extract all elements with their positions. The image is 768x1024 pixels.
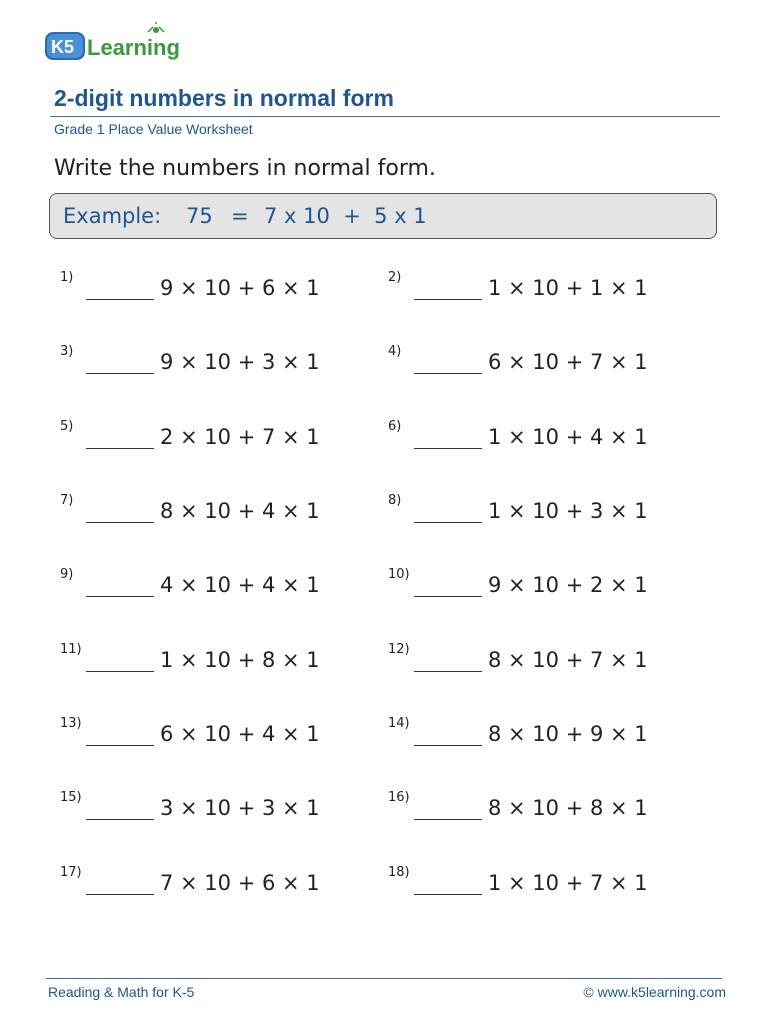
problem-expression: 1 × 10 + 3 × 1 <box>488 499 648 523</box>
problem-number: 3) <box>60 344 74 359</box>
problem-number: 6) <box>388 419 402 434</box>
problem-number: 1) <box>60 270 74 285</box>
problem-expression: 1 × 10 + 4 × 1 <box>488 425 648 449</box>
answer-blank[interactable] <box>414 819 482 820</box>
answer-blank[interactable] <box>86 894 154 895</box>
problem-number: 17) <box>60 865 82 880</box>
answer-blank[interactable] <box>86 522 154 523</box>
problem-expression: 9 × 10 + 6 × 1 <box>160 276 320 300</box>
problem-item <box>388 865 708 899</box>
problem-item <box>388 716 708 750</box>
answer-blank[interactable] <box>86 448 154 449</box>
answer-blank[interactable] <box>86 745 154 746</box>
svg-text:K5: K5 <box>51 37 75 57</box>
problem-item <box>60 270 380 304</box>
answer-blank[interactable] <box>414 299 482 300</box>
answer-blank[interactable] <box>86 299 154 300</box>
problem-expression: 8 × 10 + 7 × 1 <box>488 648 648 672</box>
problem-expression: 1 × 10 + 8 × 1 <box>160 648 320 672</box>
problem-item <box>60 716 380 750</box>
worksheet-title: 2-digit numbers in normal form <box>54 85 394 111</box>
problem-expression: 8 × 10 + 4 × 1 <box>160 499 320 523</box>
problem-number: 10) <box>388 567 410 582</box>
instruction-text: Write the numbers in normal form. <box>54 156 436 181</box>
answer-blank[interactable] <box>414 894 482 895</box>
answer-blank[interactable] <box>414 373 482 374</box>
answer-blank[interactable] <box>86 819 154 820</box>
answer-blank[interactable] <box>414 671 482 672</box>
problem-number: 7) <box>60 493 74 508</box>
problem-item <box>388 790 708 824</box>
problem-item <box>388 493 708 527</box>
problem-expression: 9 × 10 + 2 × 1 <box>488 573 648 597</box>
problem-item <box>388 642 708 676</box>
problem-number: 5) <box>60 419 74 434</box>
footer-tagline: Reading & Math for K-5 <box>48 984 195 1000</box>
problem-number: 2) <box>388 270 402 285</box>
problem-item <box>60 865 380 899</box>
answer-blank[interactable] <box>414 745 482 746</box>
answer-blank[interactable] <box>414 596 482 597</box>
problem-expression: 6 × 10 + 4 × 1 <box>160 722 320 746</box>
answer-blank[interactable] <box>414 448 482 449</box>
svg-text:Learning: Learning <box>87 35 180 60</box>
problem-expression: 7 × 10 + 6 × 1 <box>160 871 320 895</box>
footer-divider <box>46 978 722 979</box>
answer-blank[interactable] <box>414 522 482 523</box>
problem-item <box>60 642 380 676</box>
answer-blank[interactable] <box>86 671 154 672</box>
problem-number: 12) <box>388 642 410 657</box>
answer-blank[interactable] <box>86 596 154 597</box>
problem-item <box>60 790 380 824</box>
problem-expression: 8 × 10 + 8 × 1 <box>488 796 648 820</box>
worksheet-subtitle: Grade 1 Place Value Worksheet <box>54 121 253 137</box>
problem-expression: 3 × 10 + 3 × 1 <box>160 796 320 820</box>
problem-item <box>388 419 708 453</box>
problem-item <box>388 270 708 304</box>
problem-expression: 4 × 10 + 4 × 1 <box>160 573 320 597</box>
problem-item <box>60 344 380 378</box>
example-equals: = <box>231 204 249 228</box>
footer-website-link[interactable]: © www.k5learning.com <box>583 984 726 1000</box>
problem-number: 8) <box>388 493 402 508</box>
answer-blank[interactable] <box>86 373 154 374</box>
example-label: Example: <box>63 204 162 228</box>
example-value: 75 <box>186 204 213 228</box>
problem-expression: 9 × 10 + 3 × 1 <box>160 350 320 374</box>
example-expression: 7 x 10 + 5 x 1 <box>264 204 427 228</box>
problem-expression: 8 × 10 + 9 × 1 <box>488 722 648 746</box>
problem-number: 4) <box>388 344 402 359</box>
problem-number: 13) <box>60 716 82 731</box>
problem-expression: 6 × 10 + 7 × 1 <box>488 350 648 374</box>
problem-number: 16) <box>388 790 410 805</box>
problem-item <box>388 567 708 601</box>
problem-number: 14) <box>388 716 410 731</box>
problem-number: 18) <box>388 865 410 880</box>
problem-item <box>60 419 380 453</box>
problem-expression: 1 × 10 + 1 × 1 <box>488 276 648 300</box>
problem-item <box>388 344 708 378</box>
problem-number: 9) <box>60 567 74 582</box>
problem-item <box>60 567 380 601</box>
problem-expression: 2 × 10 + 7 × 1 <box>160 425 320 449</box>
problem-number: 15) <box>60 790 82 805</box>
problem-item <box>60 493 380 527</box>
problem-expression: 1 × 10 + 7 × 1 <box>488 871 648 895</box>
problem-number: 11) <box>60 642 82 657</box>
